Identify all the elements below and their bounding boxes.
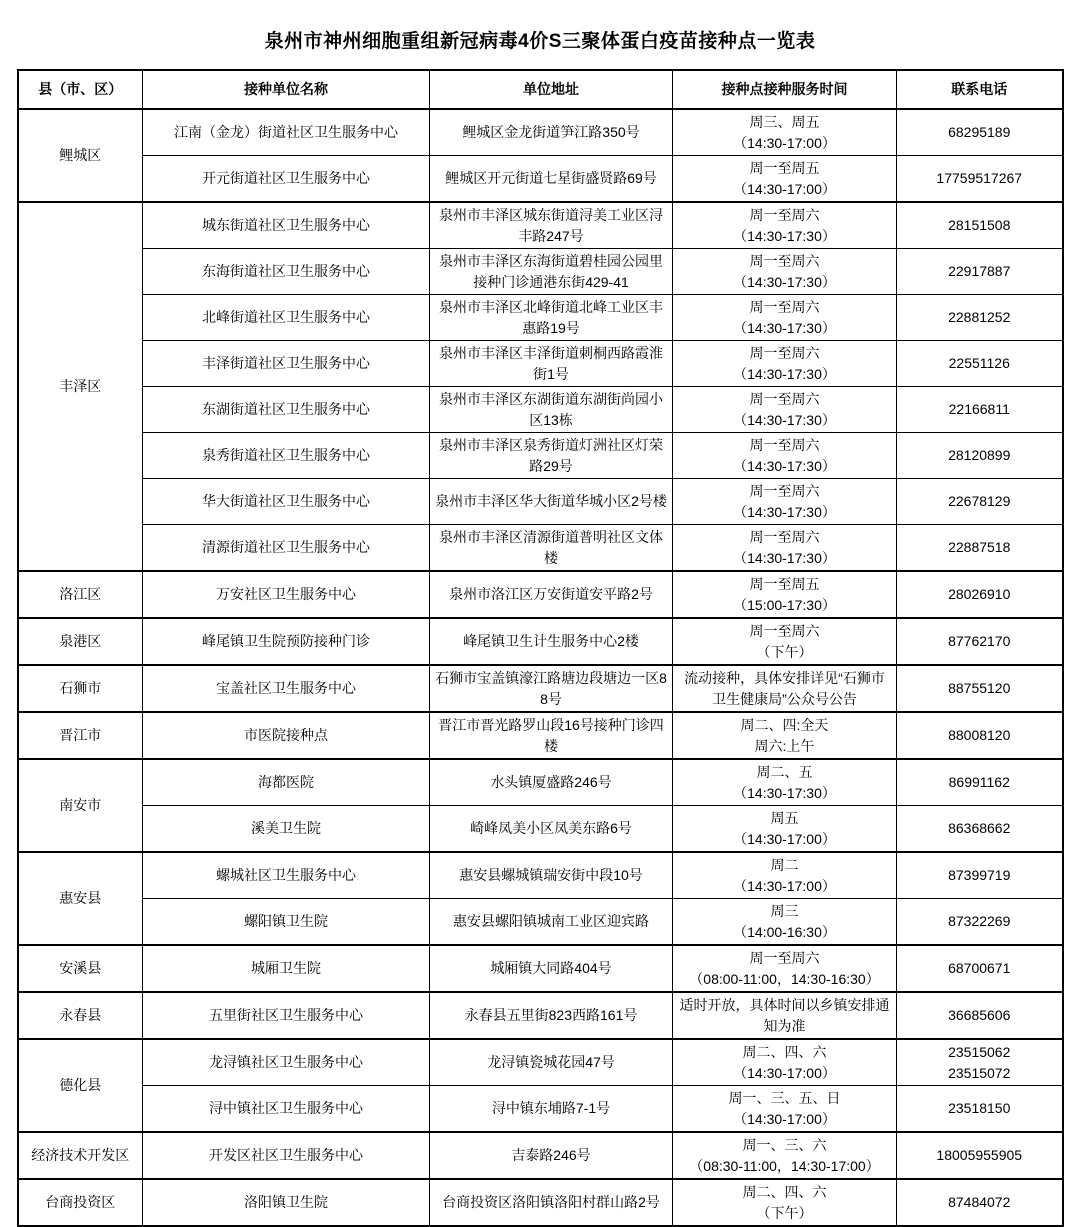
region-cell: 丰泽区 xyxy=(18,202,143,571)
table-row xyxy=(18,992,1063,1039)
unit-name-cell: 浔中镇社区卫生服务中心 xyxy=(143,1086,430,1133)
service-time-cell: 周一至周六 （14:30-17:30） xyxy=(673,202,897,249)
region-cell: 惠安县 xyxy=(18,852,143,945)
table-row xyxy=(18,387,1063,433)
region-cell: 永春县 xyxy=(18,992,143,1039)
unit-name-cell: 龙浔镇社区卫生服务中心 xyxy=(143,1039,430,1086)
phone-cell: 28151508 xyxy=(897,202,1063,249)
table-body xyxy=(18,109,1063,1226)
region-cell: 洛江区 xyxy=(18,571,143,618)
unit-address-cell: 台商投资区洛阳镇洛阳村群山路2号 xyxy=(430,1179,673,1226)
region-cell: 安溪县 xyxy=(18,945,143,992)
service-time-cell: 周二、五 （14:30-17:30） xyxy=(673,759,897,806)
region-cell: 经济技术开发区 xyxy=(18,1132,143,1179)
table-row xyxy=(18,1086,1063,1133)
table-row xyxy=(18,899,1063,946)
table-row xyxy=(18,759,1063,806)
service-time-cell: 周三 （14:00-16:30） xyxy=(673,899,897,946)
table-row xyxy=(18,202,1063,249)
unit-name-cell: 丰泽街道社区卫生服务中心 xyxy=(143,341,430,387)
unit-address-cell: 石狮市宝盖镇濠江路塘边段塘边一区88号 xyxy=(430,665,673,712)
unit-address-cell: 泉州市丰泽区城东街道浔美工业区浔丰路247号 xyxy=(430,202,673,249)
unit-name-cell: 洛阳镇卫生院 xyxy=(143,1179,430,1226)
unit-address-cell: 鲤城区开元街道七星街盛贤路69号 xyxy=(430,156,673,203)
phone-cell: 86368662 xyxy=(897,806,1063,853)
service-time-cell: 周一至周六 （14:30-17:30） xyxy=(673,479,897,525)
phone-cell: 28026910 xyxy=(897,571,1063,618)
unit-address-cell: 惠安县螺阳镇城南工业区迎宾路 xyxy=(430,899,673,946)
unit-name-cell: 峰尾镇卫生院预防接种门诊 xyxy=(143,618,430,665)
service-time-cell: 周一至周六 （08:00-11:00，14:30-16:30） xyxy=(673,945,897,992)
region-cell: 晋江市 xyxy=(18,712,143,759)
service-time-cell: 周二、四:全天 周六:上午 xyxy=(673,712,897,759)
unit-name-cell: 华大街道社区卫生服务中心 xyxy=(143,479,430,525)
unit-address-cell: 吉泰路246号 xyxy=(430,1132,673,1179)
service-time-cell: 流动接种，具体安排详见“石狮市卫生健康局”公众号公告 xyxy=(673,665,897,712)
region-cell: 台商投资区 xyxy=(18,1179,143,1226)
table-row xyxy=(18,1179,1063,1226)
table-row xyxy=(18,618,1063,665)
unit-name-cell: 市医院接种点 xyxy=(143,712,430,759)
unit-name-cell: 东海街道社区卫生服务中心 xyxy=(143,249,430,295)
phone-cell: 87484072 xyxy=(897,1179,1063,1226)
unit-address-cell: 鲤城区金龙街道笋江路350号 xyxy=(430,109,673,156)
unit-address-cell: 永春县五里街823西路161号 xyxy=(430,992,673,1039)
unit-address-cell: 泉州市丰泽区泉秀街道灯洲社区灯荣路29号 xyxy=(430,433,673,479)
phone-cell: 87322269 xyxy=(897,899,1063,946)
service-time-cell: 周一、三、六 （08:30-11:00，14:30-17:00） xyxy=(673,1132,897,1179)
header-service-time: 接种点接种服务时间 xyxy=(673,70,897,109)
unit-address-cell: 泉州市丰泽区东湖街道东湖街尚园小区13栋 xyxy=(430,387,673,433)
unit-address-cell: 崎峰凤美小区凤美东路6号 xyxy=(430,806,673,853)
service-time-cell: 周一至周六 （14:30-17:30） xyxy=(673,433,897,479)
unit-name-cell: 泉秀街道社区卫生服务中心 xyxy=(143,433,430,479)
unit-address-cell: 龙浔镇瓷城花园47号 xyxy=(430,1039,673,1086)
table-row xyxy=(18,156,1063,203)
phone-cell: 28120899 xyxy=(897,433,1063,479)
table-row xyxy=(18,479,1063,525)
table-row xyxy=(18,712,1063,759)
unit-name-cell: 北峰街道社区卫生服务中心 xyxy=(143,295,430,341)
phone-cell: 22881252 xyxy=(897,295,1063,341)
table-row xyxy=(18,1039,1063,1086)
phone-cell: 86991162 xyxy=(897,759,1063,806)
unit-name-cell: 东湖街道社区卫生服务中心 xyxy=(143,387,430,433)
table-row xyxy=(18,665,1063,712)
service-time-cell: 周一、三、五、日 （14:30-17:00） xyxy=(673,1086,897,1133)
service-time-cell: 周二、四、六 （下午） xyxy=(673,1179,897,1226)
service-time-cell: 周一至周五 （15:00-17:30） xyxy=(673,571,897,618)
unit-address-cell: 晋江市晋光路罗山段16号接种门诊四楼 xyxy=(430,712,673,759)
service-time-cell: 周一至周六 （14:30-17:30） xyxy=(673,525,897,572)
region-cell: 南安市 xyxy=(18,759,143,852)
header-phone: 联系电话 xyxy=(897,70,1063,109)
phone-cell: 36685606 xyxy=(897,992,1063,1039)
phone-cell: 87399719 xyxy=(897,852,1063,899)
unit-name-cell: 螺阳镇卫生院 xyxy=(143,899,430,946)
unit-address-cell: 水头镇厦盛路246号 xyxy=(430,759,673,806)
vaccination-table xyxy=(17,69,1064,1227)
unit-address-cell: 泉州市丰泽区东海街道碧桂园公园里接种门诊通港东街429-41 xyxy=(430,249,673,295)
unit-name-cell: 万安社区卫生服务中心 xyxy=(143,571,430,618)
region-cell: 鲤城区 xyxy=(18,109,143,202)
phone-cell: 88755120 xyxy=(897,665,1063,712)
service-time-cell: 周二、四、六 （14:30-17:00） xyxy=(673,1039,897,1086)
unit-address-cell: 峰尾镇卫生计生服务中心2楼 xyxy=(430,618,673,665)
phone-cell: 18005955905 xyxy=(897,1132,1063,1179)
table-row xyxy=(18,109,1063,156)
unit-name-cell: 海都医院 xyxy=(143,759,430,806)
phone-cell: 22917887 xyxy=(897,249,1063,295)
phone-cell: 88008120 xyxy=(897,712,1063,759)
table-row xyxy=(18,295,1063,341)
unit-address-cell: 泉州市丰泽区北峰街道北峰工业区丰惠路19号 xyxy=(430,295,673,341)
table-header xyxy=(18,70,1063,109)
phone-cell: 17759517267 xyxy=(897,156,1063,203)
phone-cell: 23518150 xyxy=(897,1086,1063,1133)
table-row xyxy=(18,571,1063,618)
service-time-cell: 周一至周六 （下午） xyxy=(673,618,897,665)
phone-cell: 68295189 xyxy=(897,109,1063,156)
header-unit-name: 接种单位名称 xyxy=(143,70,430,109)
region-cell: 泉港区 xyxy=(18,618,143,665)
unit-name-cell: 清源街道社区卫生服务中心 xyxy=(143,525,430,572)
service-time-cell: 周一至周六 （14:30-17:30） xyxy=(673,249,897,295)
service-time-cell: 周一至周六 （14:30-17:30） xyxy=(673,387,897,433)
service-time-cell: 周一至周六 （14:30-17:30） xyxy=(673,341,897,387)
table-row xyxy=(18,341,1063,387)
table-row xyxy=(18,1132,1063,1179)
phone-cell: 22551126 xyxy=(897,341,1063,387)
header-row xyxy=(18,70,1063,109)
unit-name-cell: 螺城社区卫生服务中心 xyxy=(143,852,430,899)
table-row xyxy=(18,852,1063,899)
unit-address-cell: 惠安县螺城镇瑞安街中段10号 xyxy=(430,852,673,899)
phone-cell: 22887518 xyxy=(897,525,1063,572)
service-time-cell: 周五 （14:30-17:00） xyxy=(673,806,897,853)
table-row xyxy=(18,249,1063,295)
unit-name-cell: 开元街道社区卫生服务中心 xyxy=(143,156,430,203)
unit-address-cell: 城厢镇大同路404号 xyxy=(430,945,673,992)
unit-address-cell: 泉州市洛江区万安街道安平路2号 xyxy=(430,571,673,618)
table-row xyxy=(18,433,1063,479)
unit-name-cell: 五里街社区卫生服务中心 xyxy=(143,992,430,1039)
phone-cell: 22166811 xyxy=(897,387,1063,433)
unit-name-cell: 城东街道社区卫生服务中心 xyxy=(143,202,430,249)
service-time-cell: 周三、周五 （14:30-17:00） xyxy=(673,109,897,156)
unit-name-cell: 城厢卫生院 xyxy=(143,945,430,992)
page-title: 泉州市神州细胞重组新冠病毒4价S三聚体蛋白疫苗接种点一览表 xyxy=(264,31,816,52)
phone-cell: 87762170 xyxy=(897,618,1063,665)
service-time-cell: 适时开放，具体时间以乡镇安排通知为准 xyxy=(673,992,897,1039)
phone-cell: 68700671 xyxy=(897,945,1063,992)
region-cell: 德化县 xyxy=(18,1039,143,1132)
unit-name-cell: 江南（金龙）街道社区卫生服务中心 xyxy=(143,109,430,156)
header-county: 县（市、区） xyxy=(18,70,143,109)
service-time-cell: 周一至周六 （14:30-17:30） xyxy=(673,295,897,341)
unit-address-cell: 浔中镇东埔路7-1号 xyxy=(430,1086,673,1133)
unit-name-cell: 开发区社区卫生服务中心 xyxy=(143,1132,430,1179)
unit-address-cell: 泉州市丰泽区丰泽街道刺桐西路霞淮街1号 xyxy=(430,341,673,387)
unit-address-cell: 泉州市丰泽区华大街道华城小区2号楼 xyxy=(430,479,673,525)
region-cell: 石狮市 xyxy=(18,665,143,712)
unit-address-cell: 泉州市丰泽区清源街道普明社区文体楼 xyxy=(430,525,673,572)
header-unit-address: 单位地址 xyxy=(430,70,673,109)
table-row xyxy=(18,806,1063,853)
phone-cell: 23515062 23515072 xyxy=(897,1039,1063,1086)
table-row xyxy=(18,525,1063,572)
service-time-cell: 周二 （14:30-17:00） xyxy=(673,852,897,899)
unit-name-cell: 溪美卫生院 xyxy=(143,806,430,853)
service-time-cell: 周一至周五 （14:30-17:00） xyxy=(673,156,897,203)
phone-cell: 22678129 xyxy=(897,479,1063,525)
table-row xyxy=(18,945,1063,992)
unit-name-cell: 宝盖社区卫生服务中心 xyxy=(143,665,430,712)
